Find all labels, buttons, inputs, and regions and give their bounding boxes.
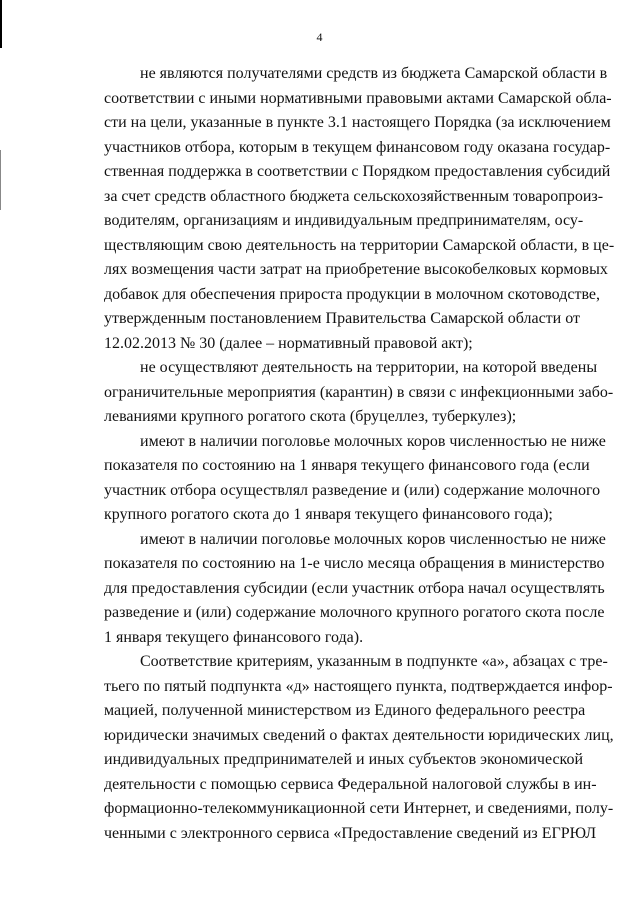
text-line: имеют в наличии поголовье молочных коров численностью не ниже bbox=[140, 432, 606, 450]
text-line: показателя по состоянию на 1-е число месяца обращения в министерство bbox=[104, 555, 605, 572]
text-line: ственная поддержка в соответствии с Порядком предоставления субсидий bbox=[104, 163, 611, 180]
text-line: лях возмещения части затрат на приобретение высокобелковых кормовых bbox=[104, 261, 608, 278]
text-line: ограничительные мероприятия (карантин) в связи с инфекционными забо- bbox=[104, 383, 614, 401]
text-line: водителям, организациям и индивидуальным предпринимателям, осу- bbox=[104, 212, 584, 229]
page-number: 4 bbox=[316, 30, 323, 44]
text-line: тьего по пятый подпункта «д» настоящего пункта, подтверждается инфор- bbox=[104, 677, 613, 695]
text-line: не являются получателями средств из бюджета Самарской области в bbox=[140, 65, 608, 82]
text-line: формационно-телекоммуникационной сети Интернет, и сведениями, полу- bbox=[104, 800, 614, 817]
text-line: участников отбора, которым в текущем финансовом году оказана государ- bbox=[104, 138, 611, 156]
text-line: Соответствие критериям, указанным в подпункте «а», абзацах с тре- bbox=[140, 653, 608, 670]
text-line: показателя по состоянию на 1 января текущего финансового года (если bbox=[104, 457, 590, 474]
text-line: ществляющим свою деятельность на территории Самарской области, в це- bbox=[104, 236, 615, 254]
text-line: соответствии с иными нормативными правовыми актами Самарской обла- bbox=[104, 89, 612, 107]
text-line: юридически значимых сведений о фактах деятельности юридических лиц, bbox=[104, 726, 614, 744]
text-line: разведение и (или) содержание молочного крупного рогатого скота после bbox=[104, 604, 605, 621]
text-line: крупного рогатого скота до 1 января текущего финансового года); bbox=[104, 506, 553, 523]
text-line: для предоставления субсидии (если участник отбора начал осуществлять bbox=[104, 579, 605, 597]
text-line: утвержденным постановлением Правительства Самарской области от bbox=[104, 310, 581, 327]
text-line: ченными с электронного сервиса «Предоставление сведений из ЕГРЮЛ bbox=[104, 824, 597, 842]
text-line: не осуществляют деятельность на территории, на которой введены bbox=[140, 359, 598, 376]
text-line: 12.02.2013 № 30 (далее – нормативный правовой акт); bbox=[104, 334, 473, 352]
text-line: сти на цели, указанные в пункте 3.1 настоящего Порядка (за исключением bbox=[104, 114, 611, 131]
text-line: деятельности с помощью сервиса Федеральной налоговой службы в ин- bbox=[104, 775, 597, 793]
text-line: мацией, полученной министерством из Единого федерального реестра bbox=[104, 702, 586, 719]
text-line: участник отбора осуществлял разведение и (или) содержание молочного bbox=[104, 481, 601, 499]
text-line: добавок для обеспечения прироста продукции в молочном скотоводстве, bbox=[104, 285, 601, 303]
scan-margin-mark bbox=[0, 150, 1, 210]
text-line: леваниями крупного рогатого скота (бруцеллез, туберкулез); bbox=[104, 408, 517, 425]
text-line: за счет средств областного бюджета сельскохозяйственным товаропроиз- bbox=[104, 187, 604, 205]
text-line: индивидуальных предпринимателей и иных субъектов экономической bbox=[104, 751, 584, 768]
text-line: имеют в наличии поголовье молочных коров численностью не ниже bbox=[140, 530, 606, 548]
body-text bbox=[104, 62, 615, 846]
text-line: 1 января текущего финансового года). bbox=[104, 628, 364, 646]
